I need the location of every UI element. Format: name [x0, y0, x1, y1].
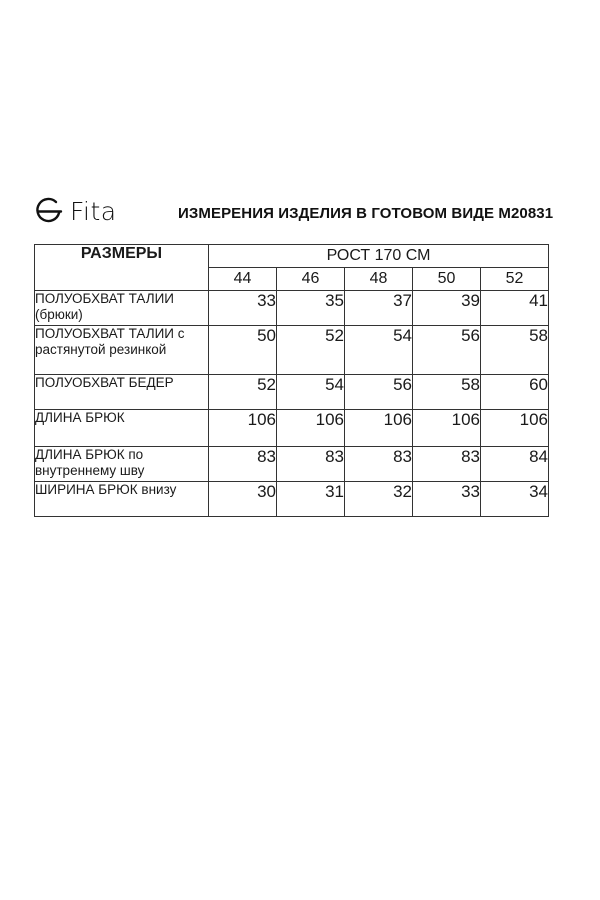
value-cell: 30 [209, 482, 277, 517]
value-cell: 33 [413, 482, 481, 517]
size-header-cell: 48 [345, 268, 413, 291]
value-cell: 83 [277, 447, 345, 482]
value-cell: 32 [345, 482, 413, 517]
value-cell: 54 [277, 375, 345, 410]
row-label: ШИРИНА БРЮК внизу [35, 482, 209, 517]
table-row [35, 410, 549, 447]
size-header-cell: 50 [413, 268, 481, 291]
table-row [35, 447, 549, 482]
value-cell: 60 [481, 375, 549, 410]
value-cell: 106 [277, 410, 345, 447]
value-cell: 58 [413, 375, 481, 410]
value-cell: 41 [481, 291, 549, 326]
value-cell: 35 [277, 291, 345, 326]
sizes-header: РАЗМЕРЫ [35, 245, 209, 291]
brand-name: Fita [70, 196, 117, 226]
value-cell: 34 [481, 482, 549, 517]
size-header-cell: 52 [481, 268, 549, 291]
value-cell: 83 [345, 447, 413, 482]
row-label: ПОЛУОБХВАТ ТАЛИИ с растянутой резинкой [35, 326, 209, 375]
row-label: ДЛИНА БРЮК [35, 410, 209, 447]
table-row [35, 291, 549, 326]
value-cell: 31 [277, 482, 345, 517]
table-row [35, 375, 549, 410]
value-cell: 106 [345, 410, 413, 447]
value-cell: 50 [209, 326, 277, 375]
value-cell: 33 [209, 291, 277, 326]
value-cell: 52 [209, 375, 277, 410]
value-cell: 106 [209, 410, 277, 447]
value-cell: 54 [345, 326, 413, 375]
row-label: ПОЛУОБХВАТ ТАЛИИ (брюки) [35, 291, 209, 326]
value-cell: 58 [481, 326, 549, 375]
value-cell: 106 [413, 410, 481, 447]
value-cell: 84 [481, 447, 549, 482]
size-table [34, 244, 549, 517]
value-cell: 56 [413, 326, 481, 375]
height-header: РОСТ 170 СМ [209, 245, 549, 268]
table-row [35, 326, 549, 375]
brand-logo [34, 194, 117, 228]
size-header-cell: 44 [209, 268, 277, 291]
value-cell: 39 [413, 291, 481, 326]
value-cell: 83 [209, 447, 277, 482]
row-label: ДЛИНА БРЮК по внутреннему шву [35, 447, 209, 482]
value-cell: 37 [345, 291, 413, 326]
theta-circle-logo-icon [34, 196, 64, 226]
row-label: ПОЛУОБХВАТ БЕДЕР [35, 375, 209, 410]
document-title: ИЗМЕРЕНИЯ ИЗДЕЛИЯ В ГОТОВОМ ВИДЕ М20831 [178, 205, 554, 222]
value-cell: 106 [481, 410, 549, 447]
size-header-cell: 46 [277, 268, 345, 291]
value-cell: 83 [413, 447, 481, 482]
value-cell: 52 [277, 326, 345, 375]
table-row [35, 482, 549, 517]
value-cell: 56 [345, 375, 413, 410]
